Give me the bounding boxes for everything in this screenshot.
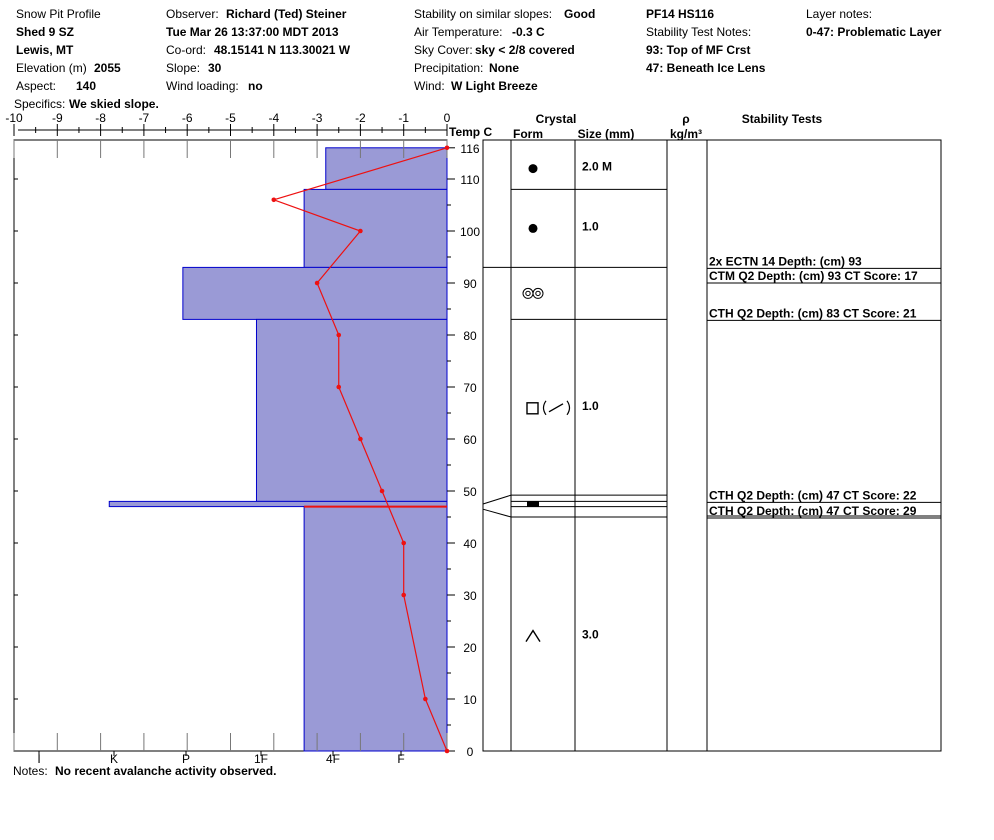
hardness-axis-label: F <box>397 752 405 766</box>
layer-connector <box>483 495 511 504</box>
pit-id: PF14 HS116 <box>646 7 715 21</box>
wind-label: Wind: <box>414 79 445 93</box>
depth-tick-label: 100 <box>459 225 481 239</box>
hardness-layer-bar <box>256 319 447 501</box>
wind-loading-label: Wind loading: <box>166 79 239 93</box>
temperature-point <box>336 385 341 390</box>
temp-column-header: Temp C <box>449 125 493 139</box>
depth-tick-label: 10 <box>463 693 477 707</box>
stability-test-label: CTH Q2 Depth: (cm) 47 CT Score: 22 <box>709 488 917 503</box>
temp-tick-label: -3 <box>311 111 323 125</box>
faceted-crystal-icon <box>544 401 547 415</box>
sky-cover-value: sky < 2/8 covered <box>475 43 575 57</box>
depth-tick-label: 80 <box>463 329 477 343</box>
ice-lens-icon <box>527 501 539 507</box>
temp-tick-label: -1 <box>398 111 410 125</box>
precip-value: None <box>489 61 519 75</box>
location-name: Shed 9 SZ <box>16 25 75 39</box>
layer-notes-label: Layer notes: <box>806 7 873 21</box>
crystal-size-label: 2.0 M <box>582 159 613 174</box>
observation-datetime: Tue Mar 26 13:37:00 MDT 2013 <box>166 25 339 39</box>
faceted-crystal-icon <box>527 403 538 414</box>
slope-label: Slope: <box>166 61 201 75</box>
crystal-column-header: Crystal <box>535 112 577 126</box>
temperature-point <box>445 146 450 151</box>
specifics-value: We skied slope. <box>69 97 159 111</box>
temperature-point <box>358 437 363 442</box>
density-unit-header: kg/m³ <box>669 127 703 141</box>
temp-tick-label: -6 <box>181 111 193 125</box>
temperature-point <box>380 489 385 494</box>
stability-note-2: 47: Beneath Ice Lens <box>646 61 766 75</box>
layer-connector <box>483 509 511 517</box>
temperature-point <box>423 697 428 702</box>
elevation-label: Elevation (m) <box>16 61 87 75</box>
temperature-point <box>401 593 406 598</box>
stability-label: Stability on similar slopes: <box>414 7 553 21</box>
elevation-value: 2055 <box>94 61 121 75</box>
sky-cover-label: Sky Cover: <box>414 43 473 57</box>
temp-tick-label: -9 <box>51 111 63 125</box>
stability-test-label: 2x ECTN 14 Depth: (cm) 93 <box>709 254 862 269</box>
crystal-size-label: 1.0 <box>582 398 599 413</box>
size-column-header: Size (mm) <box>577 127 635 141</box>
specifics-label: Specifics: <box>14 97 66 111</box>
temperature-point <box>272 198 277 203</box>
depth-tick-label: 90 <box>463 277 477 291</box>
temperature-point <box>358 229 363 234</box>
stability-note-1: 93: Top of MF Crst <box>646 43 751 57</box>
crystal-size-label: 3.0 <box>582 627 599 642</box>
melt-forms-icon <box>536 291 540 295</box>
air-temp-value: -0.3 C <box>512 25 545 39</box>
hardness-layer-bar <box>304 507 447 751</box>
depth-tick-label: 20 <box>463 641 477 655</box>
wind-loading-value: no <box>248 79 263 93</box>
temperature-point <box>336 333 341 338</box>
stability-notes-label: Stability Test Notes: <box>646 25 752 39</box>
melt-forms-icon <box>523 288 533 298</box>
hardness-layer-bar <box>304 189 447 267</box>
hardness-axis-label: 1F <box>253 752 269 766</box>
depth-tick-label: 60 <box>463 433 477 447</box>
round-grains-icon <box>529 164 538 173</box>
wind-value: W Light Breeze <box>451 79 538 93</box>
crystal-size-label: 1.0 <box>582 219 599 234</box>
round-grains-icon <box>529 224 538 233</box>
hardness-layer-bar <box>183 267 447 319</box>
layer-note-1: 0-47: Problematic Layer <box>806 25 942 39</box>
melt-forms-icon <box>533 288 543 298</box>
profile-title: Snow Pit Profile <box>16 7 101 21</box>
temp-tick-label: -2 <box>355 111 366 125</box>
hardness-axis-label: 4F <box>325 752 341 766</box>
air-temp-label: Air Temperature: <box>414 25 503 39</box>
notes-label: Notes: <box>13 764 48 778</box>
density-column-header: ρ <box>682 112 690 126</box>
faceted-crystal-icon <box>567 401 570 415</box>
coord-label: Co-ord: <box>166 43 207 57</box>
stability-tests-header: Stability Tests <box>741 112 823 126</box>
temp-tick-label: -8 <box>95 111 106 125</box>
depth-top-label: 116 <box>460 141 480 156</box>
temp-tick-label: 0 <box>443 111 451 125</box>
hardness-axis-label: P <box>181 752 191 766</box>
aspect-value: 140 <box>76 79 97 93</box>
notes-value: No recent avalanche activity observed. <box>55 764 277 778</box>
observer-value: Richard (Ted) Steiner <box>226 7 347 21</box>
hardness-axis-label: K <box>109 752 119 766</box>
temperature-point <box>445 749 450 754</box>
stability-test-label: CTH Q2 Depth: (cm) 83 CT Score: 21 <box>709 306 917 321</box>
temp-tick-label: -10 <box>5 111 23 125</box>
depth-tick-label: 30 <box>463 589 477 603</box>
form-column-header: Form <box>513 127 543 141</box>
stability-value: Good <box>564 7 596 21</box>
location-region: Lewis, MT <box>16 43 74 57</box>
depth-tick-label: 0 <box>466 745 474 759</box>
faceted-crystal-icon <box>549 404 563 412</box>
temp-tick-label: -7 <box>138 111 150 125</box>
coord-value: 48.15141 N 113.30021 W <box>214 43 351 57</box>
temperature-point <box>315 281 320 286</box>
depth-hoar-icon <box>526 631 540 642</box>
hardness-layer-bar <box>326 148 447 190</box>
observer-label: Observer: <box>166 7 219 21</box>
slope-value: 30 <box>208 61 222 75</box>
temperature-point <box>401 541 406 546</box>
hardness-axis-label: I <box>37 752 41 766</box>
depth-tick-label: 50 <box>463 485 477 499</box>
precip-label: Precipitation: <box>414 61 484 75</box>
temp-tick-label: -4 <box>268 111 280 125</box>
stability-test-label: CTH Q2 Depth: (cm) 47 CT Score: 29 <box>709 504 917 518</box>
melt-forms-icon <box>526 291 530 295</box>
layer-table-frame <box>483 140 941 751</box>
temp-tick-label: -5 <box>225 111 236 125</box>
stability-test-label: CTM Q2 Depth: (cm) 93 CT Score: 17 <box>709 268 918 283</box>
depth-tick-label: 110 <box>460 173 480 187</box>
depth-tick-label: 40 <box>463 537 477 551</box>
depth-tick-label: 70 <box>463 381 477 395</box>
aspect-label: Aspect: <box>16 79 57 93</box>
